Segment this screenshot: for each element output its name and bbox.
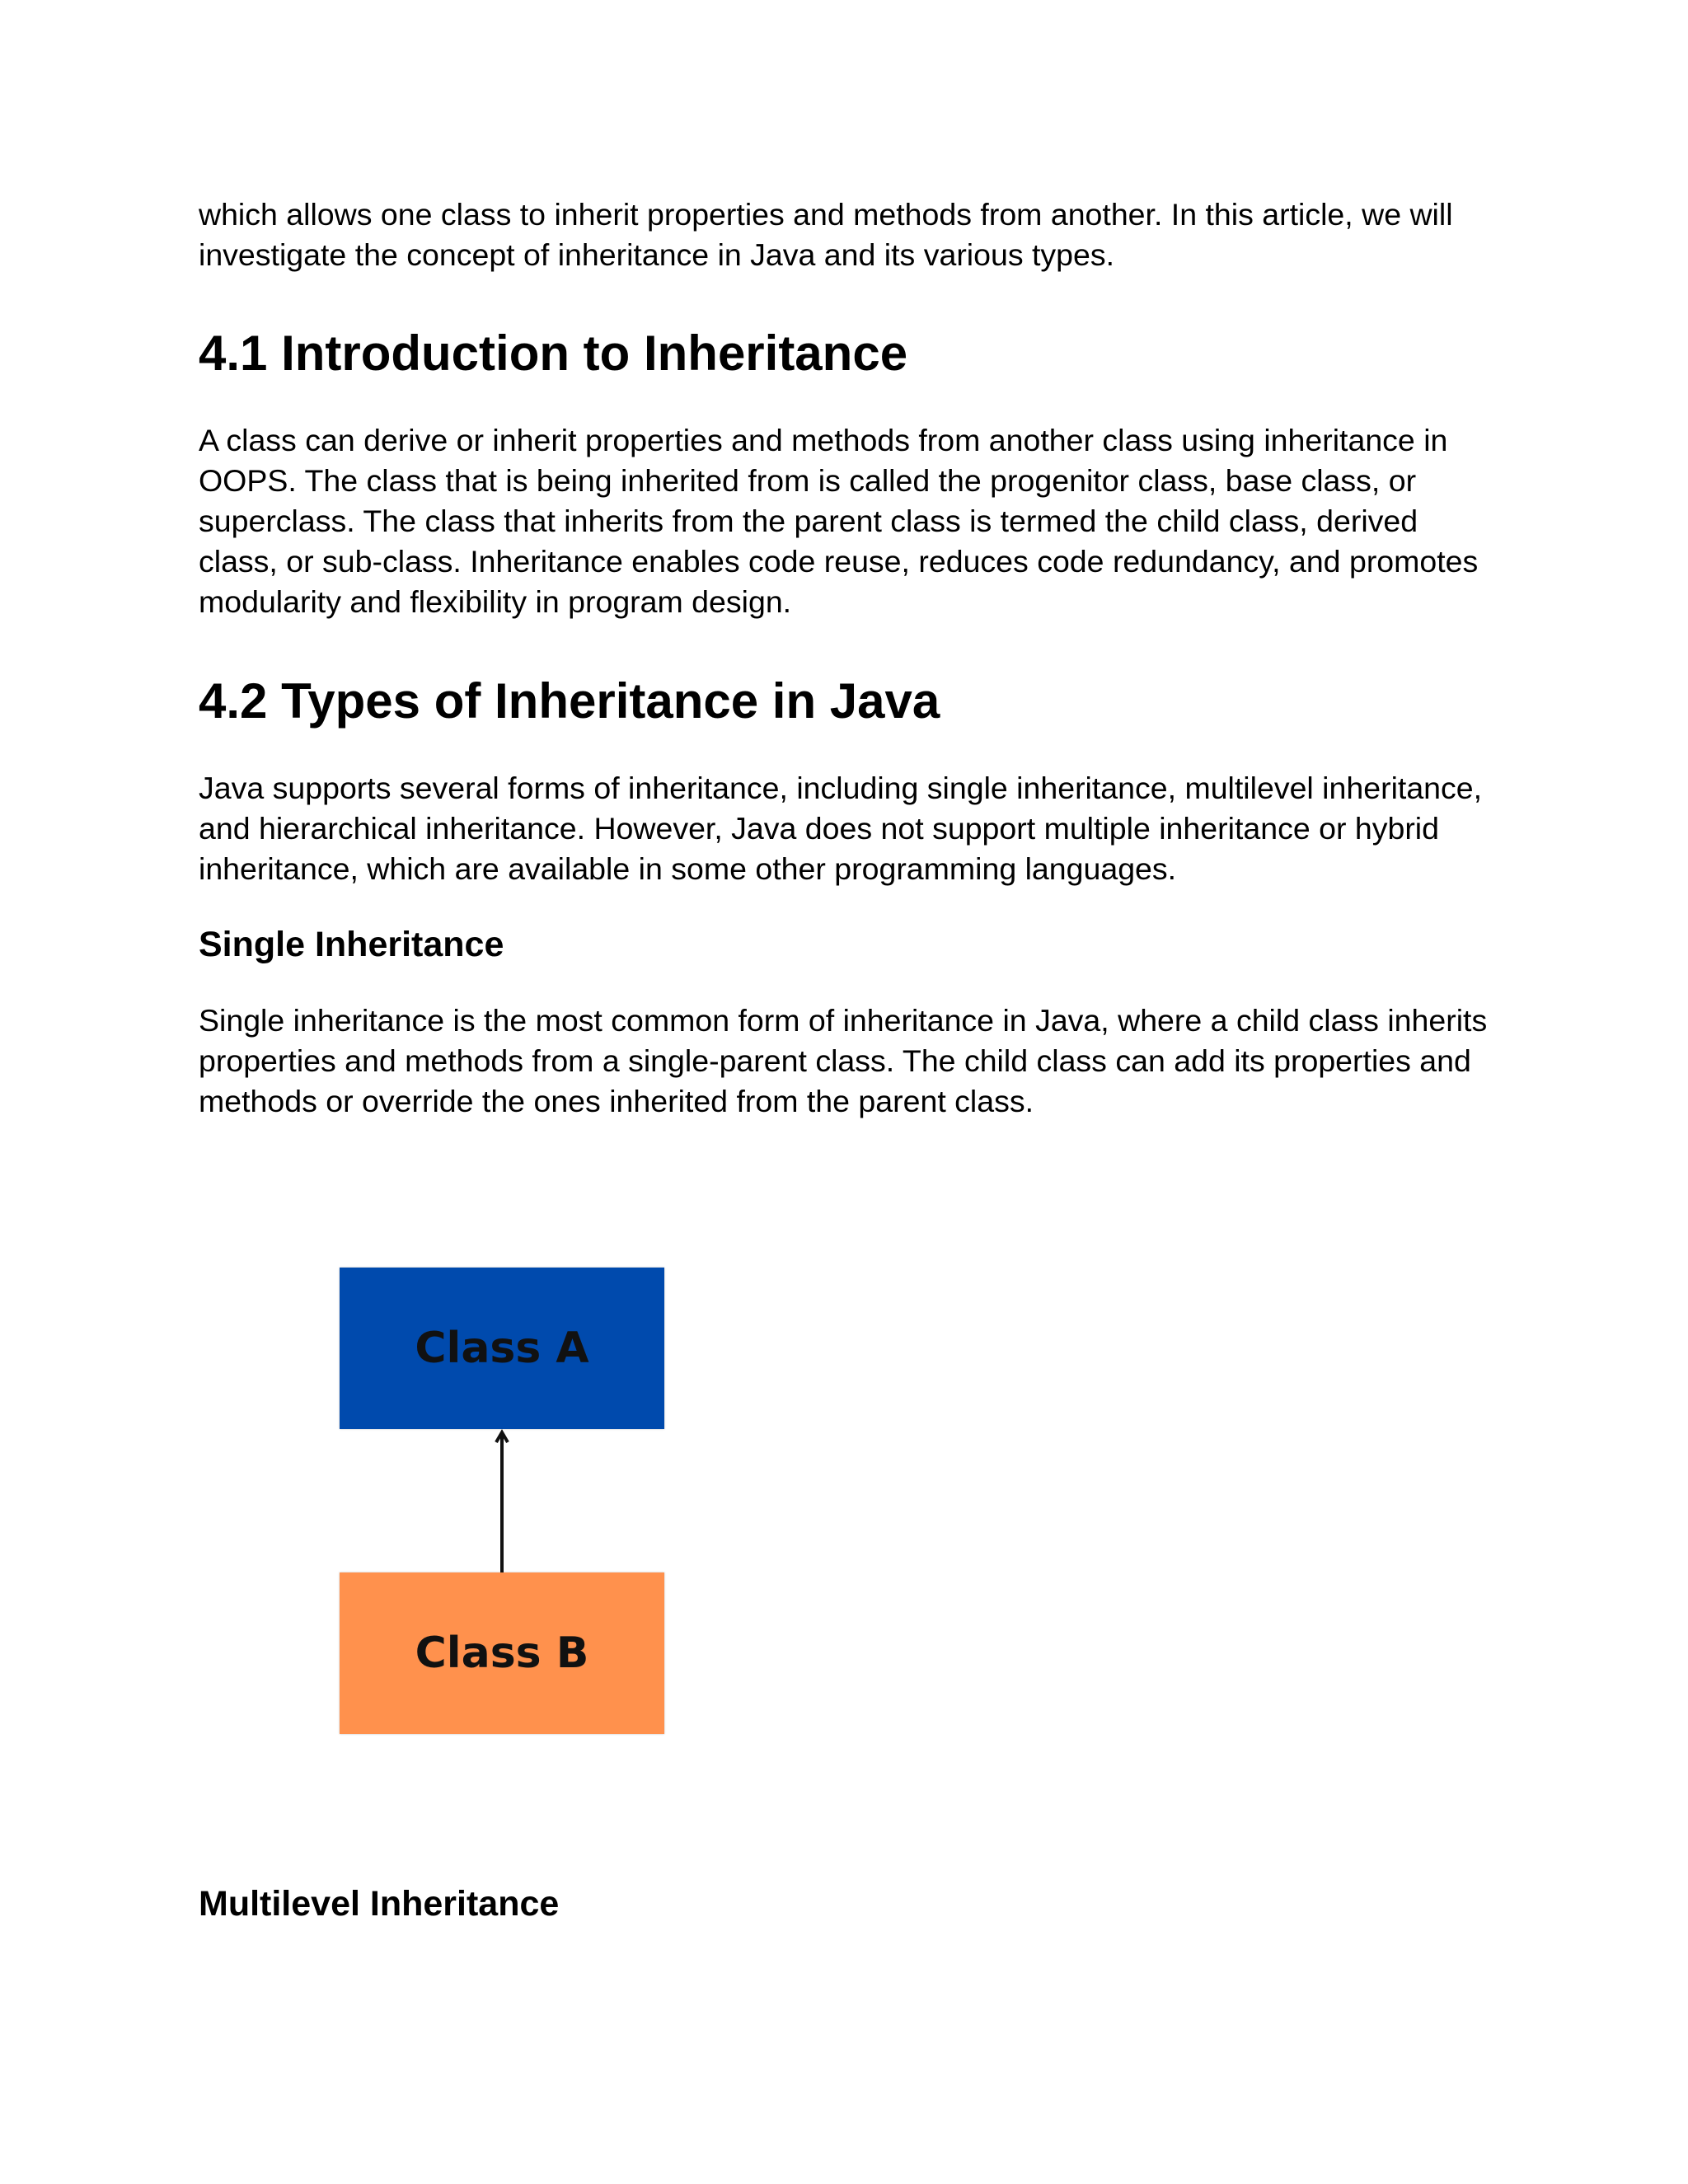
section-heading-introduction: 4.1 Introduction to Inheritance bbox=[199, 326, 908, 381]
single-inheritance-diagram bbox=[340, 1268, 664, 1736]
single-inheritance-paragraph: Single inheritance is the most common form of inheritance in Java, where a child class inherits properties and methods from a single-parent class. The child class can add its properties and methods or override the ones inherited from the parent class. bbox=[199, 1003, 1488, 1118]
subheading-multilevel-inheritance: Multilevel Inheritance bbox=[199, 1884, 560, 1924]
inheritance-arrow-icon bbox=[494, 1429, 510, 1572]
document-body bbox=[199, 194, 1493, 1122]
class-a-box: Class A bbox=[340, 1268, 664, 1429]
subheading-single-inheritance: Single Inheritance bbox=[199, 925, 504, 964]
introduction-paragraph: A class can derive or inherit properties and methods from another class using inheritance in OOPS. The class that is being inherited from is called the progenitor class, base class, or superclass. The class that inherits from the parent class is termed the child class, derived class, or sub-class. Inheritance enables code reuse, reduces code redundancy, and promotes modularity and flexibility in program design. bbox=[199, 423, 1479, 619]
class-b-box: Class B bbox=[340, 1572, 664, 1734]
types-paragraph: Java supports several forms of inheritance, including single inheritance, multilevel inheritance, and hierarchical inheritance. However, Java does not support multiple inheritance or hybrid inheritance, which are available in some other programming languages. bbox=[199, 771, 1483, 886]
intro-paragraph: which allows one class to inherit properties and methods from another. In this article, we will investigate the concept of inheritance in Java and its various types. bbox=[199, 197, 1453, 272]
section-heading-types: 4.2 Types of Inheritance in Java bbox=[199, 673, 940, 729]
